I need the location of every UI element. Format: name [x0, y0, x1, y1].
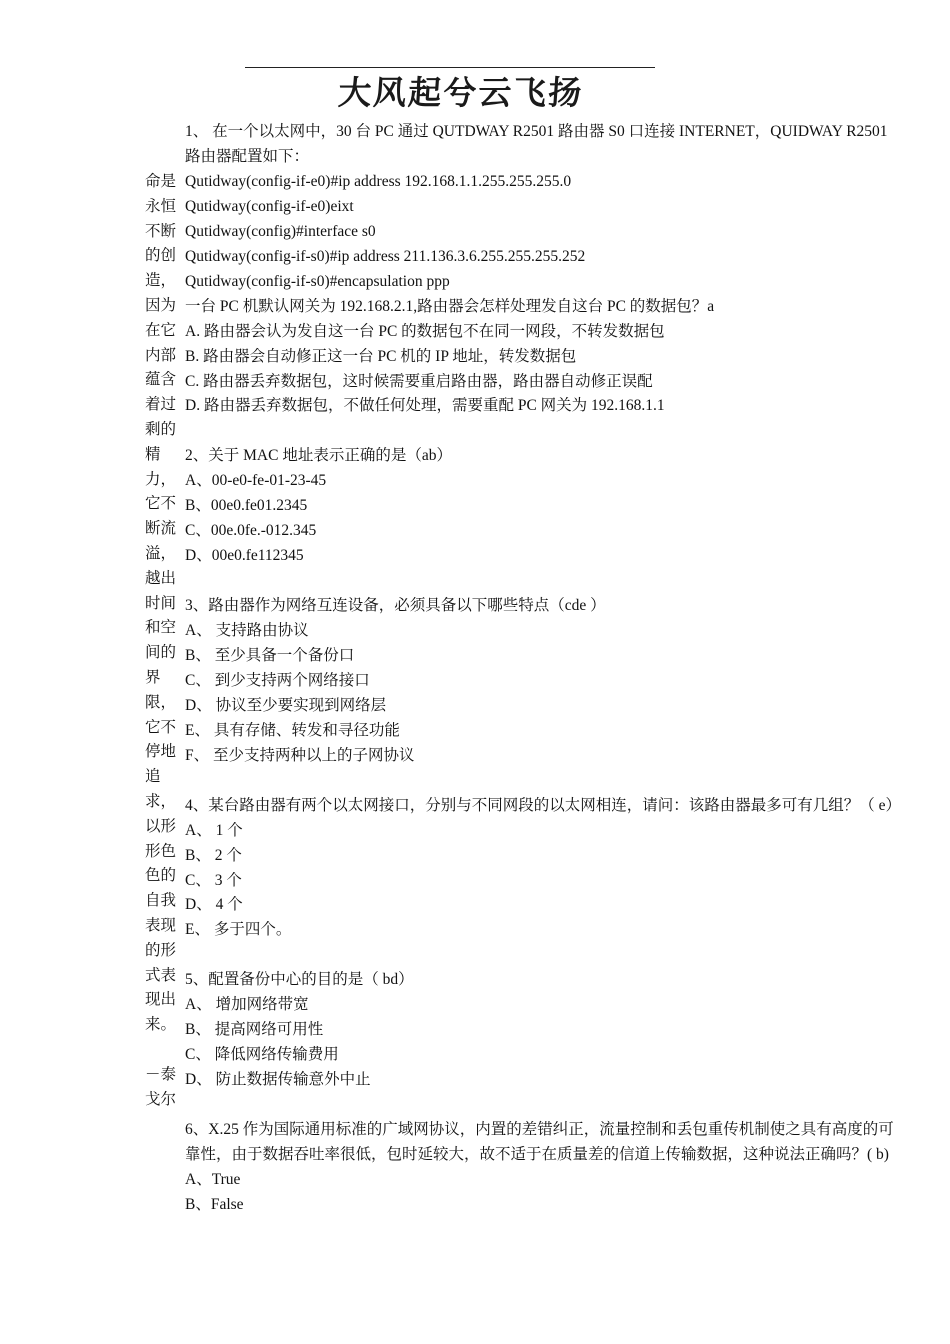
sidebar-line: 溢，: [145, 545, 177, 562]
sidebar-line: 形色: [145, 842, 177, 860]
text-line: 靠性，由于数据吞吐率很低，包时延较大，故不适于在质量差的信道上传输数据，这种说法正确吗？( b): [185, 1145, 889, 1163]
sidebar-line: 它不: [145, 718, 177, 736]
sidebar-line: 造，: [145, 272, 177, 290]
text-line: C、 3 个: [185, 871, 242, 889]
sidebar-line: 以形: [145, 817, 177, 835]
text-line: 5、配置备份中心的目的是（ bd）: [185, 971, 414, 989]
sidebar-line: 界: [145, 669, 161, 686]
text-line: D. 路由器丢弃数据包，不做任何处理，需要重配 PC 网关为 192.168.1.1: [185, 397, 665, 415]
text-line: D、 防止数据传输意外中止: [185, 1071, 371, 1089]
text-line: E、 具有存储、转发和寻径功能: [185, 721, 400, 739]
text-line: E、 多于四个。: [185, 921, 292, 939]
text-line: 1、 在一个以太网中，30 台 PC 通过 QUTDWAY R2501 路由器 S0 口连接 INTERNET，QUIDWAY R2501: [185, 123, 888, 140]
sidebar-line: 的形: [145, 941, 177, 959]
text-line: 一台 PC 机默认网关为 192.168.2.1,路由器会怎样处理发自这台 PC 的数据包？a: [185, 297, 715, 315]
text-line: B. 路由器会自动修正这一台 PC 机的 IP 地址，转发数据包: [185, 347, 577, 365]
sidebar-line: 剩的: [145, 421, 177, 438]
sidebar-line: 式表: [145, 966, 177, 984]
sidebar-line: 现出: [145, 991, 177, 1009]
sidebar-line: 命是: [145, 173, 177, 190]
text-line: C、 到少支持两个网络接口: [185, 671, 370, 689]
text-line: C、00e.0fe.-012.345: [185, 522, 317, 540]
text-line: Qutidway(config-if-e0)#ip address 192.168.1.1.255.255.255.0: [185, 172, 572, 190]
text-line: 3、路由器作为网络互连设备，必须具备以下哪些特点（cde ）: [185, 597, 606, 615]
sidebar-line: 停地: [145, 743, 177, 761]
sidebar-line: 它不: [145, 495, 177, 513]
sidebar-line: 自我: [145, 892, 177, 910]
sidebar-line: 蕴含: [145, 371, 177, 389]
text-line: A、00-e0-fe-01-23-45: [185, 472, 327, 490]
sidebar-line: 在它: [145, 321, 177, 339]
text-line: D、 协议至少要实现到网络层: [185, 696, 387, 714]
sidebar-line: 永恒: [145, 197, 177, 215]
sidebar-line: 内部: [145, 346, 177, 364]
text-line: A、 1 个: [185, 821, 243, 839]
text-line: A、 增加网络带宽: [185, 996, 309, 1014]
sidebar-line: 和空: [145, 619, 177, 637]
sidebar-line: 断流: [145, 520, 177, 538]
sidebar-line: 间的: [145, 644, 177, 662]
text-line: 6、X.25 作为国际通用标准的广域网协议，内置的差错纠正，流量控制和丢包重传机制使之具有高度的可: [185, 1121, 894, 1138]
sidebar-line: 力，: [145, 470, 177, 488]
text-line: Qutidway(config)#interface s0: [185, 222, 376, 240]
text-line: A. 路由器会认为发自这一台 PC 的数据包不在同一网段，不转发数据包: [185, 322, 665, 340]
text-line: C、 降低网络传输费用: [185, 1046, 339, 1064]
text-line: Qutidway(config-if-s0)#encapsulation ppp: [185, 272, 450, 290]
sidebar-line: 追: [145, 768, 161, 786]
text-line: D、 4 个: [185, 896, 243, 914]
text-line: Qutidway(config-if-e0)eixt: [185, 197, 354, 215]
text-line: 路由器配置如下：: [185, 147, 310, 165]
text-line: B、 2 个: [185, 846, 242, 864]
sidebar-line: 的创: [145, 247, 177, 265]
sidebar-line: 来。: [145, 1016, 177, 1034]
sidebar-line: －泰: [145, 1065, 177, 1083]
sidebar-line: 越出: [145, 569, 177, 587]
sidebar-line: 时间: [145, 594, 177, 612]
text-line: B、False: [185, 1195, 244, 1213]
text-line: F、 至少支持两种以上的子网协议: [185, 746, 415, 764]
banner-title: 大风起兮云飞扬: [336, 72, 585, 112]
text-line: B、 提高网络可用性: [185, 1021, 324, 1039]
sidebar-line: 不断: [145, 222, 177, 240]
text-line: 4、某台路由器有两个以太网接口，分别与不同网段的以太网相连，请问：该路由器最多可有几组？（ e）: [185, 796, 902, 814]
text-line: B、00e0.fe01.2345: [185, 497, 308, 515]
sidebar-line: 精: [145, 445, 161, 463]
sidebar-line: 色的: [145, 867, 177, 885]
text-line: B、 至少具备一个备份口: [185, 646, 355, 664]
sidebar-line: 限，: [145, 693, 177, 711]
sidebar-line: 戈尔: [145, 1090, 177, 1108]
sidebar-line: 着过: [145, 396, 177, 414]
sidebar-line: 因为: [145, 297, 177, 314]
text-line: 2、关于 MAC 地址表示正确的是（ab）: [185, 447, 452, 465]
sidebar-line: 求，: [145, 793, 177, 810]
text-line: D、00e0.fe112345: [185, 547, 304, 565]
text-line: A、 支持路由协议: [185, 622, 309, 639]
text-line: A、True: [185, 1170, 241, 1188]
text-line: C. 路由器丢弃数据包，这时候需要重启路由器，路由器自动修正误配: [185, 372, 653, 390]
sidebar-line: 表现: [145, 917, 177, 934]
text-line: Qutidway(config-if-s0)#ip address 211.136.3.6.255.255.255.252: [185, 247, 586, 265]
